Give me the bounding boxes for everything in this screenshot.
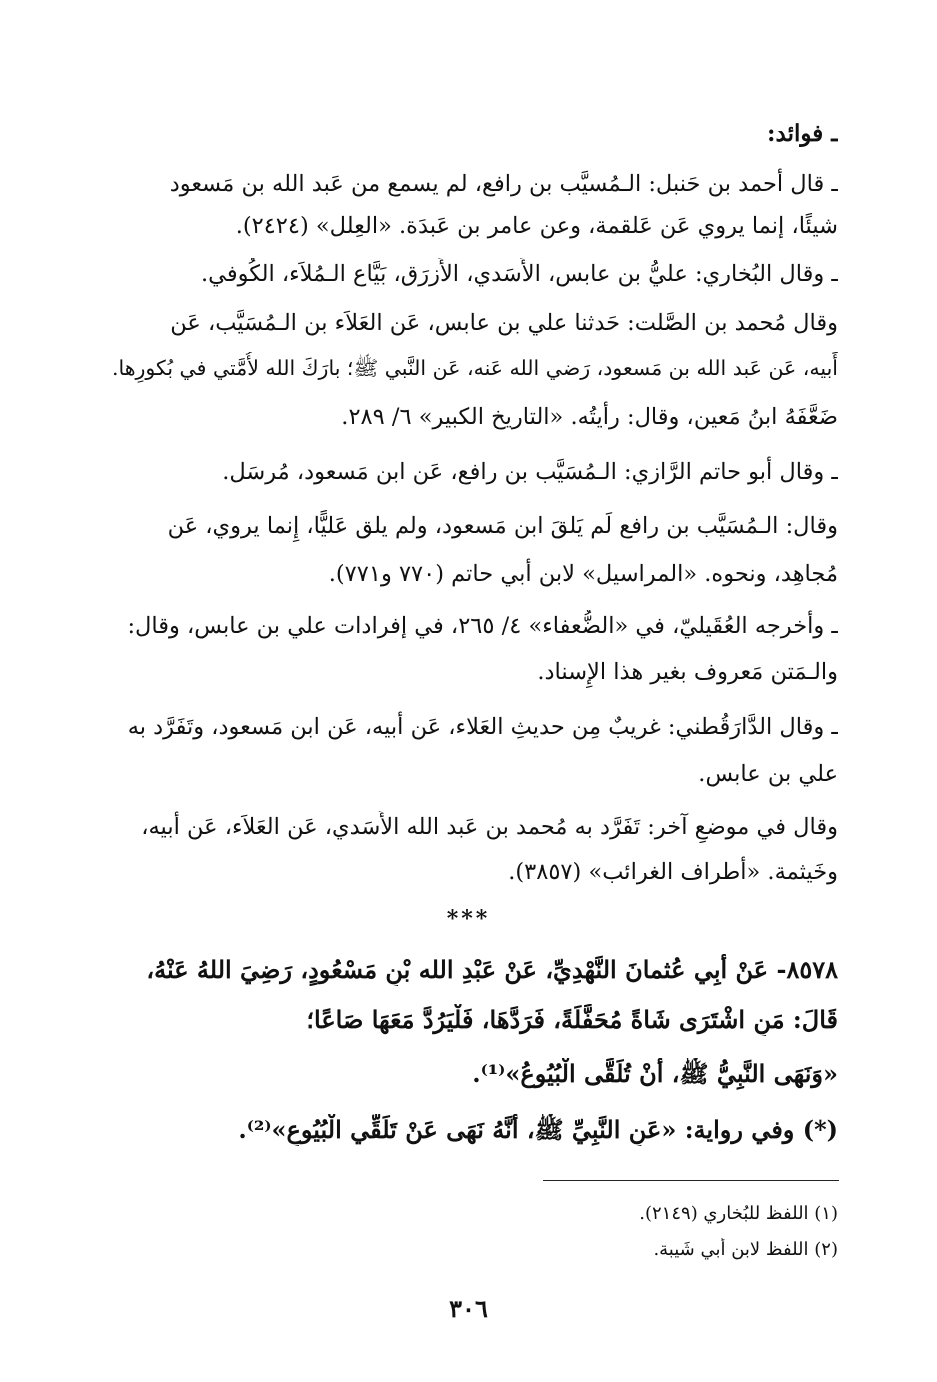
hadith-line: (*) وفي رواية: «عَنِ النَّبِيِّ ﷺ، أَنَّهُ نَهَى عَنْ تَلَقِّي الْبُيُوعِ»⁽²⁾. — [238, 1115, 838, 1144]
body-line: ـ قال أحمد بن حَنبل: الـمُسيَّب بن رافع، لم يسمع من عَبد الله بن مَسعود — [169, 171, 838, 197]
body-line: وقال مُحمد بن الصَّلت: حَدثنا علي بن عابس، عَن العَلاَء بن الـمُسَيَّب، عَن — [170, 310, 838, 336]
body-line: علي بن عابس. — [698, 761, 838, 787]
hadith-line: قَالَ: مَنِ اشْتَرَى شَاةً مُحَفَّلَةً، فَرَدَّهَا، فَلْيَرُدَّ مَعَهَا صَاعًا؛ — [306, 1005, 838, 1034]
footnote: (٢) اللفظ لابن أَبي شَيبة. — [653, 1239, 838, 1260]
body-line: شيئًا، إنما يروي عَن عَلقمة، وعن عامر بن عَبدَة. «العِلل» (٢٤٢٤). — [235, 213, 838, 239]
body-line: والـمَتن مَعروف بغير هذا الإِسناد. — [537, 659, 838, 685]
footnote-rule — [543, 1180, 839, 1181]
section-heading: ـ فوائد: — [767, 120, 838, 147]
body-line: ـ وقال أَبو حاتم الرَّازي: الـمُسَيَّب بن رافع، عَن ابن مَسعود، مُرسَل. — [222, 459, 838, 485]
body-line: ـ وأَخرجه العُقَيليّ، في «الضُّعفاء» ٤/ ٢٦٥، في إفرادات علي بن عابس، وقال: — [127, 613, 838, 639]
hadith-line: «وَنَهَى النَّبِيُّ ﷺ، أَنْ تُلَقَّى الْبُيُوعُ»⁽¹⁾. — [472, 1059, 838, 1088]
body-line: ـ وقال البُخاري: عليُّ بن عابس، الأَسَدي، الأَزرَق، بَيَّاع الـمُلاَء، الكُوفي. — [200, 261, 838, 287]
footnote: (١) اللفظ للبُخاري (٢١٤٩). — [639, 1203, 838, 1224]
body-line: وخَيثمة. «أَطراف الغرائب» (٣٨٥٧). — [508, 859, 838, 885]
body-line: وقال: الـمُسَيَّب بن رافع لَم يَلقَ ابن مَسعود، ولم يلق عَليًّا، إِنما يروي، عَن — [167, 513, 838, 539]
body-line: ـ وقال الدَّارَقُطني: غريبٌ مِن حديثِ العَلاء، عَن أَبيه، عَن ابن مَسعود، وتَفَرَّد به — [127, 714, 838, 740]
body-line: مُجاهِد، ونحوه. «المراسيل» لابن أَبي حاتم (٧٧٠ و٧٧١). — [328, 561, 838, 587]
page-number: ٣٠٦ — [449, 1294, 488, 1323]
body-line: أَبيه، عَن عَبد الله بن مَسعود، رَضي الله عَنه، عَن النَّبي ﷺ؛ بارَكَ الله لأُمَّتي في بُكورِها. — [111, 356, 838, 380]
hadith-line: ٨٥٧٨- عَنْ أَبِي عُثمانَ النَّهْدِيِّ، عَنْ عَبْدِ الله بْنِ مَسْعُودٍ، رَضِيَ اللهُ عَنْهُ، — [146, 955, 838, 984]
body-line: وقال في موضعٍ آخر: تَفَرَّد به مُحمد بن عَبد الله الأَسَدي، عَن العَلاَء، عَن أَبيه، — [141, 814, 838, 840]
body-line: ضَعَّفَهُ ابنُ مَعين، وقال: رأَيتُه. «التاريخ الكبير» ٦/ ٢٨٩. — [341, 404, 838, 430]
section-separator: *** — [446, 906, 491, 932]
